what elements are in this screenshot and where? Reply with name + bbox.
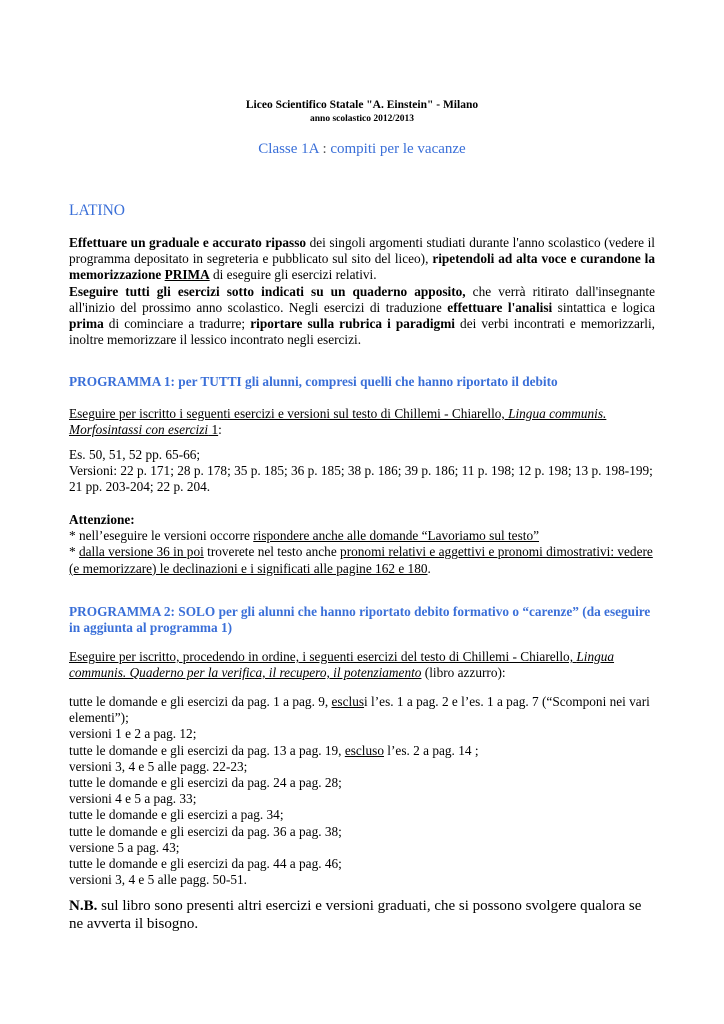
- p2-text-4: dei verbi incontrati e memorizzarli, inoltre memorizzare il lessico incontrato negli esercizi.: [69, 316, 655, 348]
- l1-text: tutte le domande e gli esercizi da pag. 1 a pag. 9,: [69, 694, 332, 709]
- l3-underlined: escluso: [344, 742, 384, 758]
- p2-text-3: di cominciare a tradurre;: [103, 316, 251, 332]
- a2-underlined-1: dalla versione 36 in poi: [78, 544, 204, 560]
- list-item: versioni 4 e 5 a pag. 33;: [69, 791, 197, 807]
- a2-bullet: *: [69, 544, 79, 560]
- l1-text-end: i l’es. 1 a pag. 2 e l’es. 1 a pag. 7 (“Scomponi nei vari elementi”);: [69, 694, 650, 726]
- list-item: tutte le domande e gli esercizi a pag. 34;: [69, 807, 284, 823]
- nb-label: N.B.: [69, 898, 98, 914]
- l1-underlined: esclus: [331, 694, 365, 709]
- list-item: tutte le domande e gli esercizi da pag. 24 a pag. 28;: [69, 775, 342, 791]
- attenzione-label: Attenzione:: [69, 512, 135, 527]
- p1-intro-colon: :: [218, 422, 222, 438]
- list-item: [69, 743, 655, 759]
- l3-text: tutte le domande e gli esercizi da pag. 13 a pag. 19,: [69, 742, 345, 758]
- list-item: versioni 3, 4 e 5 alle pagg. 50-51.: [69, 872, 247, 888]
- p2-intro-text: Eseguire per iscritto, procedendo in ordine, i seguenti esercizi del testo di Chillemi - Chiarello,: [69, 649, 577, 664]
- page-title: [0, 141, 724, 158]
- latino-instructions: [69, 235, 655, 348]
- p1-versioni: Versioni: 22 p. 171; 28 p. 178; 35 p. 185; 36 p. 185; 38 p. 186; 39 p. 186; 11 p. 198; 12 p. 198; 13 p. 198-199; 21 pp. 203-204; 22 p. 204.: [69, 463, 653, 495]
- school-name: Liceo Scientifico Statale "A. Einstein" - Milano: [245, 99, 479, 111]
- nota-bene: [69, 897, 659, 933]
- programma-1-exercises: [69, 447, 655, 496]
- a1-text: * nell’eseguire le versioni occorre: [69, 528, 254, 544]
- section-heading-programma-2: PROGRAMMA 2: SOLO per gli alunni che hanno riportato debito formativo o “carenze” (da eseguire in aggiunta al programma 1): [69, 604, 651, 636]
- nb-text: sul libro sono presenti altri esercizi e versioni graduati, che si possono svolgere qualora se ne avverta il bisogno.: [69, 898, 642, 932]
- p2-intro-end: (libro azzurro):: [421, 665, 506, 681]
- p2-book-title: Lingua communis. Quaderno per la verifica, il recupero, il potenziamento: [69, 649, 615, 681]
- p1-esercizi: Es. 50, 51, 52 pp. 65-66;: [69, 447, 201, 462]
- p1-intro-text: Eseguire per iscritto i seguenti esercizi e versioni sul testo di Chillemi - Chiarello,: [69, 406, 509, 421]
- p2-bold-1: Eseguire tutti gli esercizi sotto indicati su un quaderno apposito,: [69, 283, 466, 299]
- p2-bold-3: prima: [69, 316, 104, 332]
- attenzione-item-1: [69, 528, 655, 544]
- section-heading-programma-1: PROGRAMMA 1: per TUTTI gli alunni, compresi quelli che hanno riportato il debito: [69, 374, 558, 389]
- p1-book-number: 1: [208, 422, 219, 438]
- list-item: versioni 1 e 2 a pag. 12;: [69, 726, 197, 742]
- a2-underlined-2: pronomi relativi e aggettivi e pronomi dimostrativi: vedere (e memorizzare) le declinazioni e i significati alle pagine 162 e 180: [69, 544, 653, 576]
- programma-1-intro: [69, 406, 655, 438]
- p2-bold-4: riportare sulla rubrica i paradigmi: [250, 316, 455, 332]
- programma-2-list: [69, 694, 655, 888]
- title-subject: compiti per le vacanze: [330, 141, 466, 157]
- a1-underlined: rispondere anche alle domande “Lavoriamo sul testo”: [253, 528, 540, 544]
- p2-text-2: sintattica e logica: [552, 299, 655, 315]
- list-item: versioni 3, 4 e 5 alle pagg. 22-23;: [69, 758, 248, 774]
- title-class: Classe 1A: [258, 141, 319, 157]
- list-item: versione 5 a pag. 43;: [69, 839, 180, 855]
- p1-bold-underlined: PRIMA: [164, 267, 210, 283]
- p1-text-2: di eseguire gli esercizi relativi.: [209, 267, 377, 283]
- p2-text-1: che verrà ritirato dall'insegnante all'inizio del prossimo anno scolastico. Negli esercizi di traduzione: [69, 283, 656, 315]
- title-separator: :: [322, 141, 327, 157]
- a2-period: .: [427, 560, 431, 576]
- programma-1-attenzione: [69, 512, 655, 577]
- list-item: [69, 694, 655, 726]
- list-item: tutte le domande e gli esercizi da pag. 36 a pag. 38;: [69, 823, 342, 839]
- section-heading-latino: LATINO: [69, 202, 125, 219]
- a2-text: troverete nel testo anche: [203, 544, 341, 560]
- p1-text-1: dei singoli argomenti studiati durante l'anno scolastico (vedere il programma depositato in segreteria e pubblicato sul sito del liceo),: [69, 235, 655, 267]
- p1-bold-1: Effettuare un graduale e accurato ripasso: [69, 235, 307, 250]
- l3-text-end: l’es. 2 a pag. 14 ;: [383, 742, 479, 758]
- p2-bold-2: effettuare l'analisi: [447, 299, 553, 315]
- school-year: anno scolastico 2012/2013: [310, 114, 414, 124]
- attenzione-item-2: [69, 544, 655, 576]
- programma-2-intro: [69, 649, 655, 681]
- p1-book-title: Lingua communis. Morfosintassi con esercizi: [69, 406, 607, 438]
- list-item: tutte le domande e gli esercizi da pag. 44 a pag. 46;: [69, 856, 342, 872]
- p1-bold-2: ripetendoli ad alta voce e curandone la memorizzazione: [69, 251, 655, 283]
